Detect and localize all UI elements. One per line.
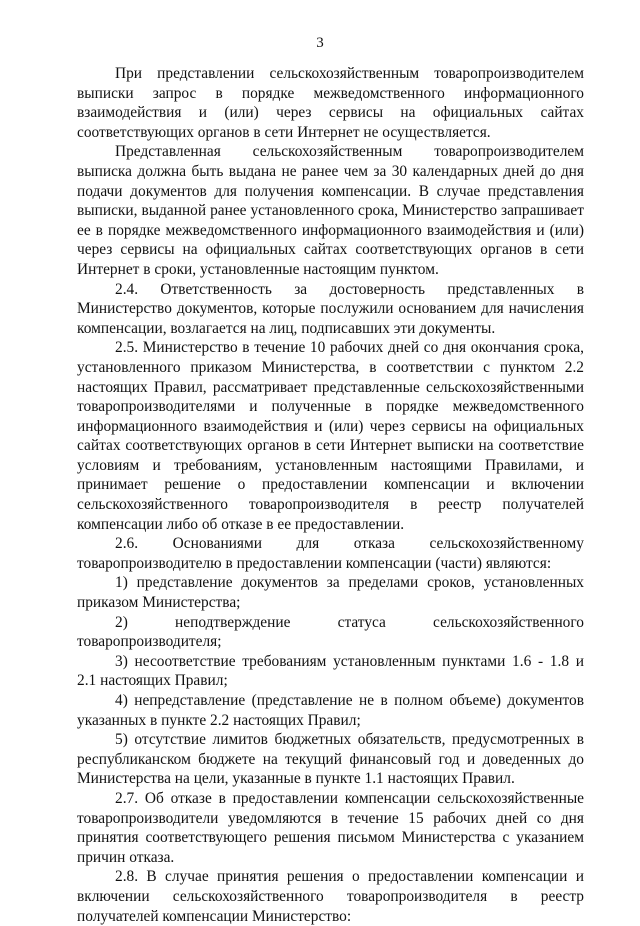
paragraph-2-7: 2.7. Об отказе в предоставлении компенсации сельскохозяйственные товаропроизводители уведомляются в течение 15 рабочих дней со дня принятия соответствующего решения письмом Министерства с указанием причин отказа. <box>77 789 584 866</box>
list-item-3: 3) несоответствие требованиям установленным пунктами 1.6 - 1.8 и 2.1 настоящих Правил; <box>77 652 584 690</box>
paragraph-2-6: 2.6. Основаниями для отказа сельскохозяйственному товаропроизводителю в предоставлении компенсации (части) являются: <box>77 535 584 572</box>
paragraph-2-8: 2.8. В случае принятия решения о предоставлении компенсации и включении сельскохозяйственного товаропроизводителя в реестр получателей компенсации Министерство: <box>77 868 584 925</box>
document-body <box>77 64 584 926</box>
list-item-1: 1) представление документов за пределами сроков, установленных приказом Министерства; <box>77 574 584 612</box>
list-item-4: 4) непредставление (представление не в полном объеме) документов указанных в пункте 2.2 настоящих Правил; <box>77 692 584 729</box>
paragraph-request-note: При представлении сельскохозяйственным товаропроизводителем выписки запрос в порядке межведомственного информационного взаимодействия и (или) через сервисы на официальных сайтах соответствующих органов в сети Интернет не осуществляется. <box>77 65 584 141</box>
page-number: 3 <box>316 35 324 51</box>
paragraph-2-4: 2.4. Ответственность за достоверность представленных в Министерство документов, которые послужили основанием для начисления компенсации, возлагается на лиц, подписавших эти документы. <box>77 280 584 337</box>
list-item-5: 5) отсутствие лимитов бюджетных обязательств, предусмотренных в республиканском бюджете на текущий финансовый год и доведенных до Министерства на цели, указанные в пункте 1.1 настоящих Правил. <box>77 731 584 788</box>
paragraph-2-5: 2.5. Министерство в течение 10 рабочих дней со дня окончания срока, установленного приказом Министерства, в соответствии с пунктом 2.2 настоящих Правил, рассматривает представленные сельскохозяйственными товаропроизводителями и полученные в порядке межведомственного информационного взаимодействия и (или) через сервисы на официальных сайтах соответствующих органов в сети Интернет выписки на соответствие условиям и требованиям, установленным настоящими Правилами, и принимает решение о предоставлении компенсации и включении сельскохозяйственного товаропроизводителя в реестр получателей компенсации либо об отказе в ее предоставлении. <box>77 339 584 533</box>
list-item-2: 2) неподтверждение статуса сельскохозяйственного товаропроизводителя; <box>77 613 584 651</box>
paragraph-extract-validity: Представленная сельскохозяйственным товаропроизводителем выписка должна быть выдана не ранее чем за 30 календарных дней до дня подачи документов для получения компенсации. В случае представления выписки, выданной ранее установленного срока, Министерство запрашивает ее в порядке межведомственного информационного взаимодействия и (или) через сервисы на официальных сайтах соответствующих органов в сети Интернет в сроки, установленные настоящим пунктом. <box>77 143 584 278</box>
